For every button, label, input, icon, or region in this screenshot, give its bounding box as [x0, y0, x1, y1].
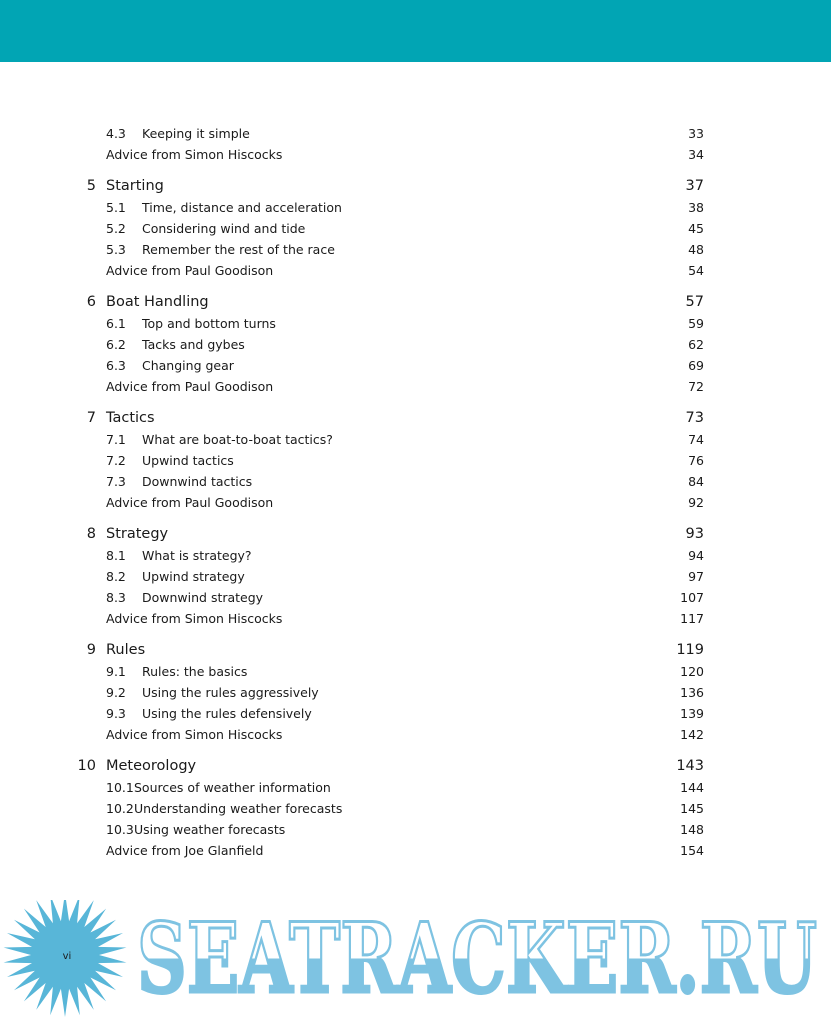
toc-entry-number: 10.3 [106, 822, 134, 837]
toc-entry-number: 9.3 [106, 706, 126, 721]
toc-entry-title: Boat Handling [106, 294, 209, 310]
toc-gap [0, 513, 831, 524]
toc-entry-number: 6 [86, 294, 96, 310]
toc-entry-page: 33 [688, 126, 704, 141]
toc-entry-page: 145 [680, 801, 704, 816]
toc-entry-number: 10.2 [106, 801, 134, 816]
toc-entry-page: 120 [680, 664, 704, 679]
toc-entry-title: Advice from Simon Hiscocks [106, 727, 283, 742]
toc-entry-number: 9.1 [106, 664, 126, 679]
toc-sub-row[interactable] [0, 429, 831, 450]
toc-entry-number: 7 [86, 410, 96, 426]
toc-entry-title: Sources of weather information [134, 780, 331, 795]
toc-entry-page: 34 [688, 147, 704, 162]
toc-advice-row[interactable] [0, 840, 831, 861]
toc-entry-title: Upwind tactics [142, 453, 234, 468]
toc-entry-page: 73 [685, 410, 704, 426]
toc-sub-row[interactable] [0, 703, 831, 724]
toc-sub-row[interactable] [0, 819, 831, 840]
toc-entry-number: 8.3 [106, 590, 126, 605]
toc-entry-title: Upwind strategy [142, 569, 245, 584]
toc-chapter-row[interactable] [0, 524, 831, 545]
toc-entry-page: 139 [680, 706, 704, 721]
toc-entry-page: 144 [680, 780, 704, 795]
toc-entry-title: What is strategy? [142, 548, 252, 563]
toc-entry-page: 107 [680, 590, 704, 605]
toc-entry-title: Tactics [106, 410, 155, 426]
toc-entry-title: Advice from Simon Hiscocks [106, 147, 283, 162]
toc-entry-number: 5.1 [106, 200, 126, 215]
toc-entry-title: Using the rules defensively [142, 706, 312, 721]
toc-entry-title: Remember the rest of the race [142, 242, 335, 257]
toc-entry-number: 8.1 [106, 548, 126, 563]
toc-entry-number: 6.2 [106, 337, 126, 352]
toc-entry-page: 45 [688, 221, 704, 236]
toc-chapter-row[interactable] [0, 176, 831, 197]
toc-entry-page: 69 [688, 358, 704, 373]
toc-entry-page: 54 [688, 263, 704, 278]
toc-sub-row[interactable] [0, 450, 831, 471]
toc-entry-number: 10 [77, 758, 96, 774]
toc-entry-page: 57 [685, 294, 704, 310]
toc-entry-title: What are boat-to-boat tactics? [142, 432, 333, 447]
toc-entry-title: Top and bottom turns [142, 316, 276, 331]
toc-entry-number: 7.3 [106, 474, 126, 489]
toc-entry-page: 48 [688, 242, 704, 257]
toc-entry-number: 4.3 [106, 126, 126, 141]
toc-sub-row[interactable] [0, 334, 831, 355]
toc-gap [0, 629, 831, 640]
toc-entry-title: Changing gear [142, 358, 234, 373]
toc-entry-number: 9 [86, 642, 96, 658]
toc-entry-page: 84 [688, 474, 704, 489]
toc-entry-number: 5.2 [106, 221, 126, 236]
toc-sub-row[interactable] [0, 239, 831, 260]
toc-entry-number: 9.2 [106, 685, 126, 700]
toc-advice-row[interactable] [0, 144, 831, 165]
toc-entry-title: Advice from Joe Glanfield [106, 843, 264, 858]
toc-entry-number: 10.1 [106, 780, 134, 795]
toc-entry-number: 8.2 [106, 569, 126, 584]
toc-chapter-row[interactable] [0, 292, 831, 313]
toc-sub-row[interactable] [0, 545, 831, 566]
page-number: vi [62, 951, 72, 962]
toc-sub-row[interactable] [0, 566, 831, 587]
toc-entry-number: 6.1 [106, 316, 126, 331]
toc-entry-title: Downwind strategy [142, 590, 264, 605]
toc-entry-title: Using weather forecasts [134, 822, 286, 837]
table-of-contents [0, 123, 831, 861]
toc-sub-row[interactable] [0, 123, 831, 144]
toc-sub-row[interactable] [0, 587, 831, 608]
toc-entry-title: Time, distance and acceleration [142, 200, 342, 215]
watermark-text: SEATRACKER.RU [137, 910, 817, 1010]
toc-gap [0, 397, 831, 408]
toc-entry-title: Meteorology [106, 758, 197, 774]
toc-entry-page: 143 [676, 758, 704, 774]
toc-entry-title: Keeping it simple [142, 126, 250, 141]
toc-entry-page: 148 [680, 822, 704, 837]
toc-sub-row[interactable] [0, 197, 831, 218]
toc-entry-title: Rules [106, 642, 146, 658]
toc-sub-row[interactable] [0, 777, 831, 798]
toc-entry-page: 117 [680, 611, 704, 626]
toc-entry-page: 38 [688, 200, 704, 215]
header-band [0, 0, 831, 62]
toc-entry-page: 136 [680, 685, 704, 700]
toc-entry-page: 74 [688, 432, 704, 447]
toc-entry-page: 59 [688, 316, 704, 331]
toc-entry-page: 142 [680, 727, 704, 742]
toc-entry-page: 97 [688, 569, 704, 584]
toc-entry-title: Strategy [106, 526, 169, 542]
toc-entry-page: 76 [688, 453, 704, 468]
toc-entry-page: 37 [685, 178, 704, 194]
toc-advice-row[interactable] [0, 724, 831, 745]
toc-entry-page: 93 [685, 526, 704, 542]
toc-sub-row[interactable] [0, 661, 831, 682]
toc-sub-row[interactable] [0, 355, 831, 376]
toc-entry-number: 7.1 [106, 432, 126, 447]
toc-gap [0, 281, 831, 292]
toc-entry-title: Downwind tactics [142, 474, 253, 489]
toc-entry-number: 5 [86, 178, 96, 194]
watermark-logo [132, 910, 822, 1010]
toc-entry-page: 92 [688, 495, 704, 510]
toc-chapter-row[interactable] [0, 640, 831, 661]
toc-entry-title: Advice from Paul Goodison [106, 379, 274, 394]
toc-chapter-row[interactable] [0, 408, 831, 429]
toc-sub-row[interactable] [0, 798, 831, 819]
toc-advice-row[interactable] [0, 608, 831, 629]
toc-entry-title: Considering wind and tide [142, 221, 306, 236]
toc-entry-title: Rules: the basics [142, 664, 248, 679]
toc-advice-row[interactable] [0, 492, 831, 513]
toc-entry-title: Using the rules aggressively [142, 685, 319, 700]
toc-entry-title: Understanding weather forecasts [134, 801, 343, 816]
toc-entry-number: 7.2 [106, 453, 126, 468]
toc-entry-number: 6.3 [106, 358, 126, 373]
toc-entry-title: Advice from Simon Hiscocks [106, 611, 283, 626]
toc-advice-row[interactable] [0, 376, 831, 397]
toc-sub-row[interactable] [0, 313, 831, 334]
toc-sub-row[interactable] [0, 471, 831, 492]
toc-gap [0, 165, 831, 176]
toc-entry-title: Tacks and gybes [142, 337, 245, 352]
toc-sub-row[interactable] [0, 682, 831, 703]
toc-entry-page: 119 [676, 642, 704, 658]
toc-sub-row[interactable] [0, 218, 831, 239]
toc-entry-title: Advice from Paul Goodison [106, 263, 274, 278]
toc-entry-page: 62 [688, 337, 704, 352]
toc-entry-title: Starting [106, 178, 164, 194]
toc-entry-page: 72 [688, 379, 704, 394]
toc-advice-row[interactable] [0, 260, 831, 281]
toc-entry-title: Advice from Paul Goodison [106, 495, 274, 510]
toc-gap [0, 745, 831, 756]
toc-entry-page: 154 [680, 843, 704, 858]
toc-entry-number: 8 [86, 526, 96, 542]
toc-entry-number: 5.3 [106, 242, 126, 257]
toc-chapter-row[interactable] [0, 756, 831, 777]
toc-entry-page: 94 [688, 548, 704, 563]
